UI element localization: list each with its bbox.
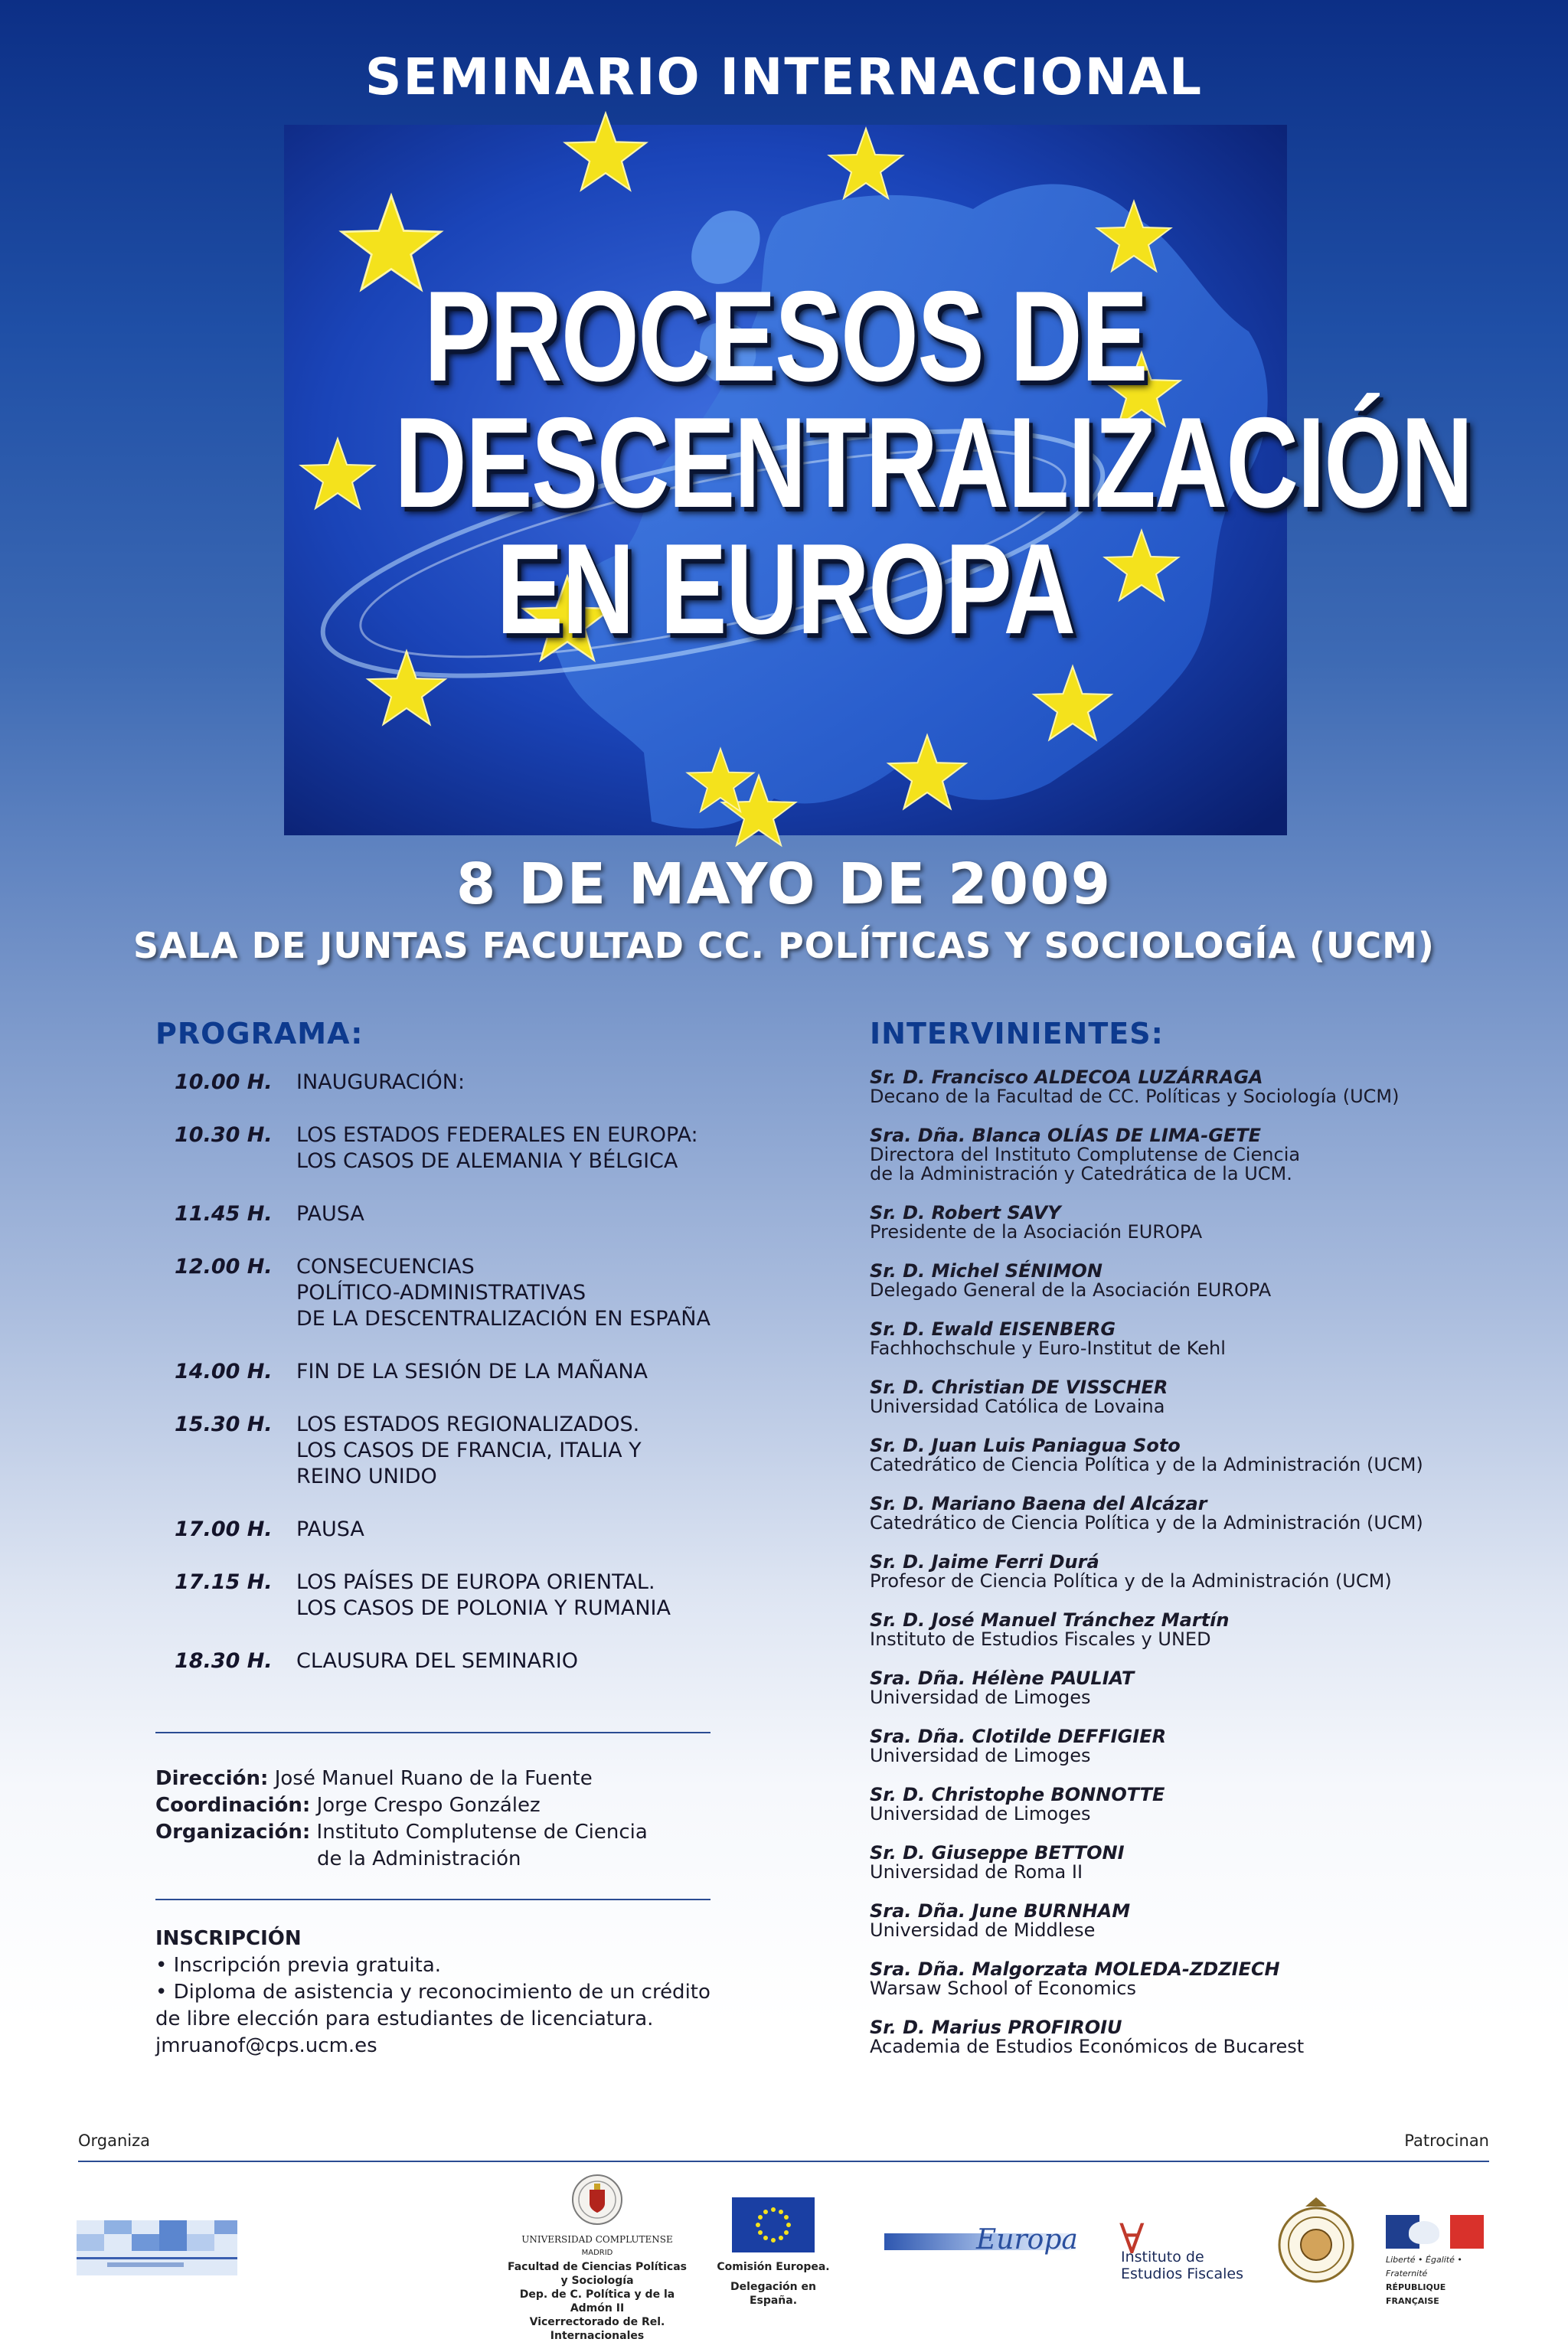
event-date: 8 DE MAYO DE 2009	[456, 851, 1112, 917]
speaker-affiliation: Universidad de Limoges	[870, 1745, 1091, 1766]
inscripcion-line: • Diploma de asistencia y reconocimiento de un crédito	[155, 1981, 710, 2004]
ief-wordmark: Instituto de Estudios Fiscales	[1121, 2249, 1243, 2282]
speaker-affiliation: Catedrático de Ciencia Política y de la Administración (UCM)	[870, 1512, 1423, 1534]
speaker-name: Sr. D. Mariano Baena del Alcázar	[870, 1493, 1207, 1514]
speaker-name: Sra. Dña. Blanca OLÍAS DE LIMA-GETE	[870, 1125, 1262, 1146]
programa-text: LOS ESTADOS REGIONALIZADOS. LOS CASOS DE FRANCIA, ITALIA Y REINO UNIDO	[296, 1413, 642, 1488]
programa-text: CONSECUENCIAS POLÍTICO-ADMINISTRATIVAS DE LA DESCENTRALIZACIÓN EN ESPAÑA	[296, 1255, 710, 1331]
speaker-entry	[870, 1378, 1544, 1416]
ucm-caption-2: MADRID	[581, 2249, 613, 2257]
speaker-entry	[870, 1844, 1544, 1882]
ief-mark-icon: ∀	[1119, 2215, 1145, 2263]
programa-time: 17.00 H.	[175, 1517, 273, 1541]
ucm-caption-3: Facultad de Ciencias Políticas y Sociología	[507, 2261, 687, 2287]
speaker-affiliation: Profesor de Ciencia Política y de la Administración (UCM)	[870, 1570, 1392, 1592]
programa-time: 10.30 H.	[175, 1123, 273, 1147]
programa-time: 15.30 H.	[175, 1413, 273, 1436]
speaker-affiliation: Academia de Estudios Económicos de Bucarest	[870, 2036, 1305, 2057]
ucm-logo	[505, 2173, 689, 2342]
speaker-name: Sr. D. Ewald EISENBERG	[870, 1318, 1116, 1340]
rf-name: RÉPUBLIQUE FRANÇAISE	[1386, 2282, 1446, 2306]
programa-time: 12.00 H.	[175, 1255, 273, 1279]
speaker-name: Sr. D. Juan Luis Paniagua Soto	[870, 1435, 1181, 1456]
speaker-name: Sr. D. Michel SÉNIMON	[870, 1260, 1102, 1282]
speaker-name: Sra. Dña. June BURNHAM	[870, 1900, 1131, 1922]
hero-banner	[284, 125, 1472, 835]
speaker-entry	[870, 1436, 1544, 1475]
hero-title-line-2: DESCENTRALIZACIÓN	[394, 390, 1472, 534]
organizacion-line	[155, 1819, 648, 1846]
speaker-entry	[870, 2018, 1544, 2056]
speaker-affiliation: Catedrático de Ciencia Política y de la Administración (UCM)	[870, 1454, 1423, 1475]
speaker-name: Sr. D. Jaime Ferri Durá	[870, 1551, 1099, 1573]
organiza-label: Organiza	[78, 2132, 151, 2150]
speaker-name: Sr. D. Giuseppe BETTONI	[870, 1842, 1125, 1864]
contact-email[interactable]: jmruanof@cps.ucm.es	[155, 2034, 377, 2057]
inscripcion-line: de libre elección para estudiantes de licenciatura.	[155, 2007, 654, 2030]
speaker-entry	[870, 1553, 1544, 1591]
programa-text: INAUGURACIÓN:	[296, 1070, 466, 1094]
eu-flag-icon	[732, 2197, 815, 2252]
speaker-entry	[870, 1902, 1544, 1940]
speaker-affiliation: Warsaw School of Economics	[870, 1978, 1136, 1999]
programa-time: 17.15 H.	[175, 1570, 273, 1594]
speaker-entry	[870, 1204, 1544, 1242]
speaker-entry	[870, 1960, 1544, 1998]
speaker-affiliation: Universidad de Limoges	[870, 1687, 1091, 1708]
footer-divider	[78, 2161, 1489, 2162]
speaker-name: Sr. D. José Manuel Tránchez Martín	[870, 1609, 1230, 1631]
ucm-caption-5: Vicerrectorado de Rel. Internacionales	[529, 2316, 665, 2342]
speaker-entry	[870, 1494, 1544, 1533]
speaker-entry	[870, 1262, 1544, 1300]
seal-emblem-icon	[1275, 2196, 1357, 2289]
ief-logo	[1119, 2215, 1250, 2284]
europa-wordmark: Europa	[976, 2224, 1078, 2256]
speaker-affiliation: Decano de la Facultad de CC. Políticas y Sociología (UCM)	[870, 1086, 1400, 1107]
organizacion-value-cont: de la Administración	[317, 1847, 521, 1870]
coordinacion-value: Jorge Crespo González	[316, 1794, 541, 1817]
ucm-crest-icon	[570, 2173, 624, 2226]
icca-mosaic-icon	[77, 2220, 237, 2275]
programa-heading: PROGRAMA:	[155, 1017, 364, 1050]
speaker-affiliation: Instituto de Estudios Fiscales y UNED	[870, 1628, 1211, 1650]
speaker-affiliation: Universidad de Middlese	[870, 1919, 1096, 1941]
speaker-affiliation: Delegado General de la Asociación EUROPA	[870, 1279, 1272, 1301]
ucm-caption-4: Dep. de C. Política y de la Admón II	[519, 2288, 675, 2314]
institutional-seal-logo	[1275, 2196, 1357, 2289]
republique-francaise-logo	[1386, 2215, 1489, 2306]
speaker-affiliation: Directora del Instituto Complutense de Ciencia de la Administración y Catedrática de la UCM.	[870, 1144, 1301, 1184]
speaker-name: Sra. Dña. Clotilde DEFFIGIER	[870, 1726, 1167, 1747]
hero-title-line-1: PROCESOS DE	[423, 264, 1148, 408]
programa-text: PAUSA	[296, 1202, 364, 1226]
intervinientes-heading: INTERVINIENTES:	[870, 1017, 1164, 1050]
ucm-caption-1: UNIVERSIDAD COMPLUTENSE	[521, 2234, 673, 2245]
direccion-value: José Manuel Ruano de la Fuente	[274, 1767, 593, 1790]
ce-caption-1: Comisión Europea.	[717, 2261, 830, 2273]
speaker-affiliation: Presidente de la Asociación EUROPA	[870, 1221, 1203, 1243]
organizacion-value: Instituto Complutense de Ciencia	[316, 1821, 648, 1844]
event-venue: SALA DE JUNTAS FACULTAD CC. POLÍTICAS Y SOCIOLOGÍA (UCM)	[133, 925, 1435, 966]
speaker-entry	[870, 1727, 1544, 1766]
patrocinan-label: Patrocinan	[1404, 2132, 1489, 2150]
programa-text: PAUSA	[296, 1517, 364, 1541]
coordinacion-label: Coordinación:	[155, 1794, 311, 1817]
inscripcion-heading: INSCRIPCIÓN	[155, 1927, 302, 1950]
direccion-label: Dirección:	[155, 1767, 269, 1790]
speaker-entry	[870, 1611, 1544, 1649]
speaker-affiliation: Universidad de Roma II	[870, 1861, 1083, 1883]
speaker-name: Sra. Dña. Hélène PAULIAT	[870, 1668, 1135, 1689]
speaker-affiliation: Fachhochschule y Euro-Institut de Kehl	[870, 1338, 1226, 1359]
marianne-flag-icon	[1386, 2215, 1484, 2249]
programa-text: FIN DE LA SESIÓN DE LA MAÑANA	[296, 1360, 648, 1383]
speaker-name: Sr. D. Francisco ALDECOA LUZÁRRAGA	[870, 1067, 1263, 1088]
speaker-name: Sr. D. Robert SAVY	[870, 1202, 1061, 1223]
coordinacion-line	[155, 1792, 541, 1819]
hero-title-line-3: EN EUROPA	[496, 517, 1075, 661]
programa-time: 18.30 H.	[175, 1649, 273, 1673]
speaker-name: Sr. D. Christophe BONNOTTE	[870, 1784, 1165, 1805]
speaker-entry	[870, 1068, 1544, 1106]
icca-logo	[77, 2220, 237, 2275]
comision-europea-logo	[716, 2197, 831, 2305]
speaker-entry	[870, 1785, 1544, 1824]
speaker-entry	[870, 1320, 1544, 1358]
inscripcion-line: • Inscripción previa gratuita.	[155, 1954, 442, 1977]
programa-time: 11.45 H.	[175, 1202, 273, 1226]
rf-motto: Liberté • Égalité • Fraternité	[1386, 2255, 1462, 2278]
direccion-line	[155, 1766, 593, 1792]
speaker-entry	[870, 1669, 1544, 1707]
programa-time: 10.00 H.	[175, 1070, 273, 1094]
speaker-entry	[870, 1126, 1544, 1184]
programa-time: 14.00 H.	[175, 1360, 273, 1383]
ce-caption-2: Delegación en España.	[730, 2281, 816, 2307]
programa-text: LOS ESTADOS FEDERALES EN EUROPA: LOS CASOS DE ALEMANIA Y BÉLGICA	[296, 1123, 698, 1173]
speaker-name: Sra. Dña. Malgorzata MOLEDA-ZDZIECH	[870, 1958, 1280, 1980]
programa-text: CLAUSURA DEL SEMINARIO	[296, 1649, 578, 1673]
speaker-affiliation: Universidad Católica de Lovaina	[870, 1396, 1165, 1417]
speaker-name: Sr. D. Marius PROFIROIU	[870, 2017, 1122, 2038]
programa-text: LOS PAÍSES DE EUROPA ORIENTAL. LOS CASOS DE POLONIA Y RUMANIA	[296, 1570, 671, 1620]
speaker-affiliation: Universidad de Limoges	[870, 1803, 1091, 1824]
divider	[155, 1732, 710, 1733]
speaker-name: Sr. D. Christian DE VISSCHER	[870, 1377, 1168, 1398]
divider	[155, 1899, 710, 1900]
organizacion-label: Organización:	[155, 1821, 311, 1844]
seminar-kicker: SEMINARIO INTERNACIONAL	[364, 47, 1204, 106]
asociacion-europa-logo	[884, 2224, 1076, 2270]
